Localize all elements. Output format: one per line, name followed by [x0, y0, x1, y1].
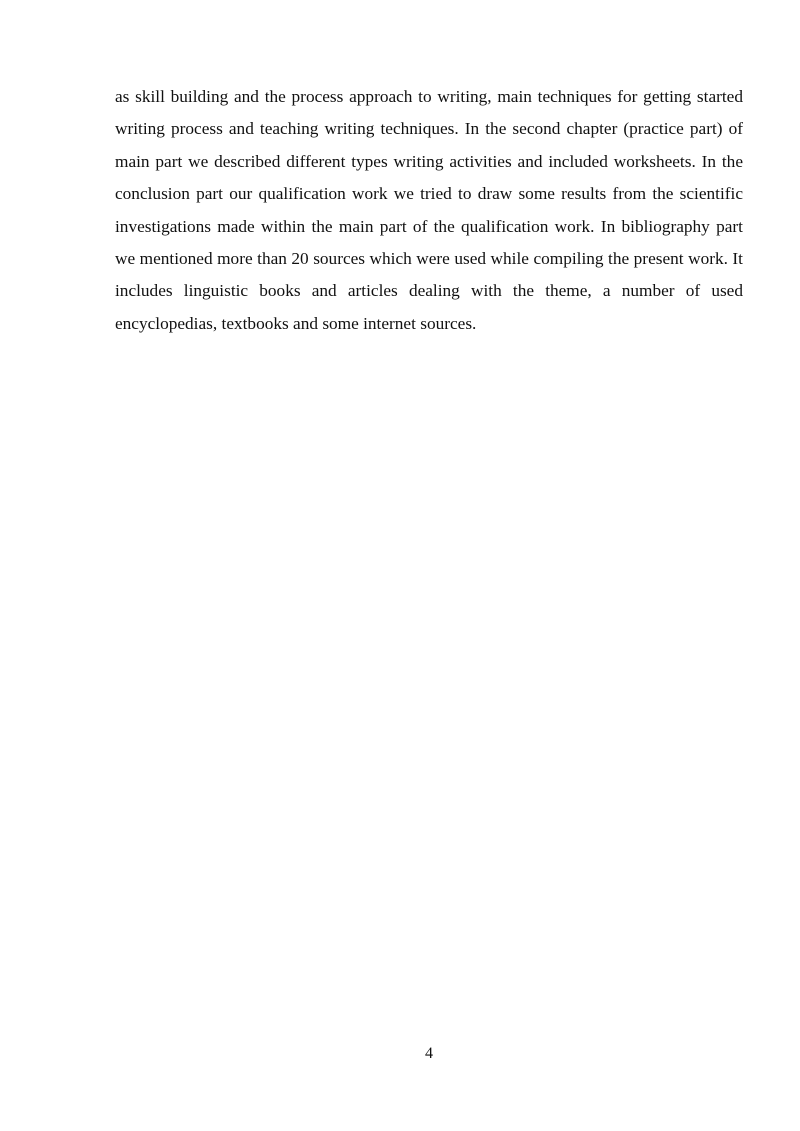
- body-paragraph: as skill building and the process approach to writing, main techniques for getting started writing process and teaching writing techniques. In the second chapter (practice part) of main part we described different types writing activities and included worksheets. In the conclusion part our qualification work we tried to draw some results from the scientific investigations made within the main part of the qualification work. In bibliography part we mentioned more than 20 sources which were used while compiling the present work. It includes linguistic books and articles dealing with the theme, a number of used encyclopedias, textbooks and some internet sources.: [115, 87, 743, 333]
- page-number: 4: [425, 1045, 433, 1062]
